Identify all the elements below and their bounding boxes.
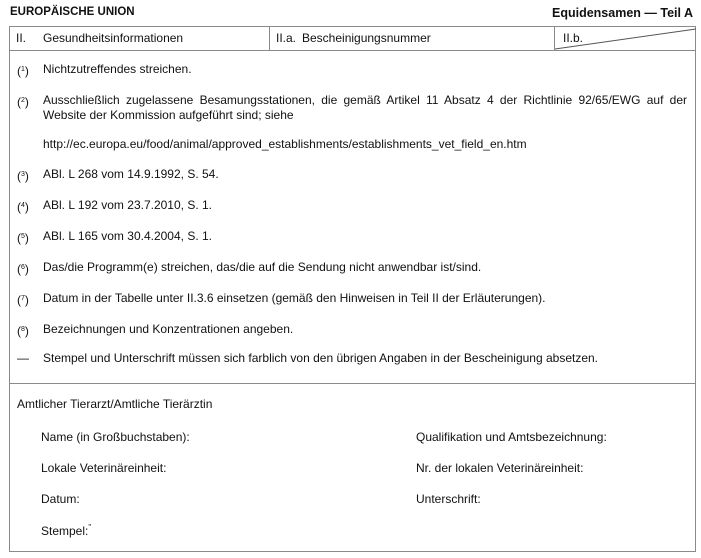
cert-number-cell [270,27,555,50]
iib-diagonal-line [555,27,696,50]
signature-title: Amtlicher Tierarzt/Amtliche Tierärztin [17,397,213,411]
section-cell [10,27,270,50]
stamp-field[interactable]: Stempel:" [41,523,92,538]
local-unit-number-field[interactable]: Nr. der lokalen Veterinäreinheit: [416,461,584,475]
section-number: II. [16,31,27,45]
local-unit-field[interactable]: Lokale Veterinäreinheit: [41,461,167,475]
certificate-box [9,26,696,552]
section-label: Gesundheitsinformationen [43,31,184,45]
table-header-row [10,27,695,51]
date-field[interactable]: Datum: [41,492,80,506]
header-form-title: Equidensamen — Teil A [552,6,693,20]
footnotes-section: ($^1$) Nichtzutreffendes streichen. ($^2$) Ausschließlich zugelassene Besamungsstationen, die gemäß Artikel 11 Absatz 4 der Richtlinie 92/65/EWG auf der Website der Kommission aufgeführt sind; siehe http://ec.europa.eu/food/animal/approved_establishments/establishments_vet_field_en.htm ($^3$) ABl. L 268 vom 14.9.1992, S. 54. ($^4$) ABl. L 192 vom 23.7.2010, S. 1. ($^5$) ABl. L 165 vom 30.4.2004, S. 1. ($^6$) Das/die Programm(e) streichen, das/die auf die Sendung nicht anwendbar ist/sind. ($^7$) Datum in der Tabelle unter II.3.6 einsetzen (gemäß den Hinweisen in Teil II der Erläuterungen). ($^8$) Bezeichnungen und Konzentrationen angeben. — Stempel und Unterschrift müssen sich farblich von den übrigen Angaben in der Bescheinigung absetzen. [10,51,695,384]
header-eu: EUROPÄISCHE UNION [10,6,135,18]
signature-section [10,384,695,552]
signature-field[interactable]: Unterschrift: [416,492,481,506]
name-field[interactable]: Name (in Großbuchstaben): [41,430,190,444]
cert-number-code: II.a. [276,31,297,45]
cert-number-label: Bescheinigungsnummer [302,31,431,45]
iib-code: II.b. [563,31,584,45]
qualification-field[interactable]: Qualifikation und Amtsbezeichnung: [416,430,607,444]
